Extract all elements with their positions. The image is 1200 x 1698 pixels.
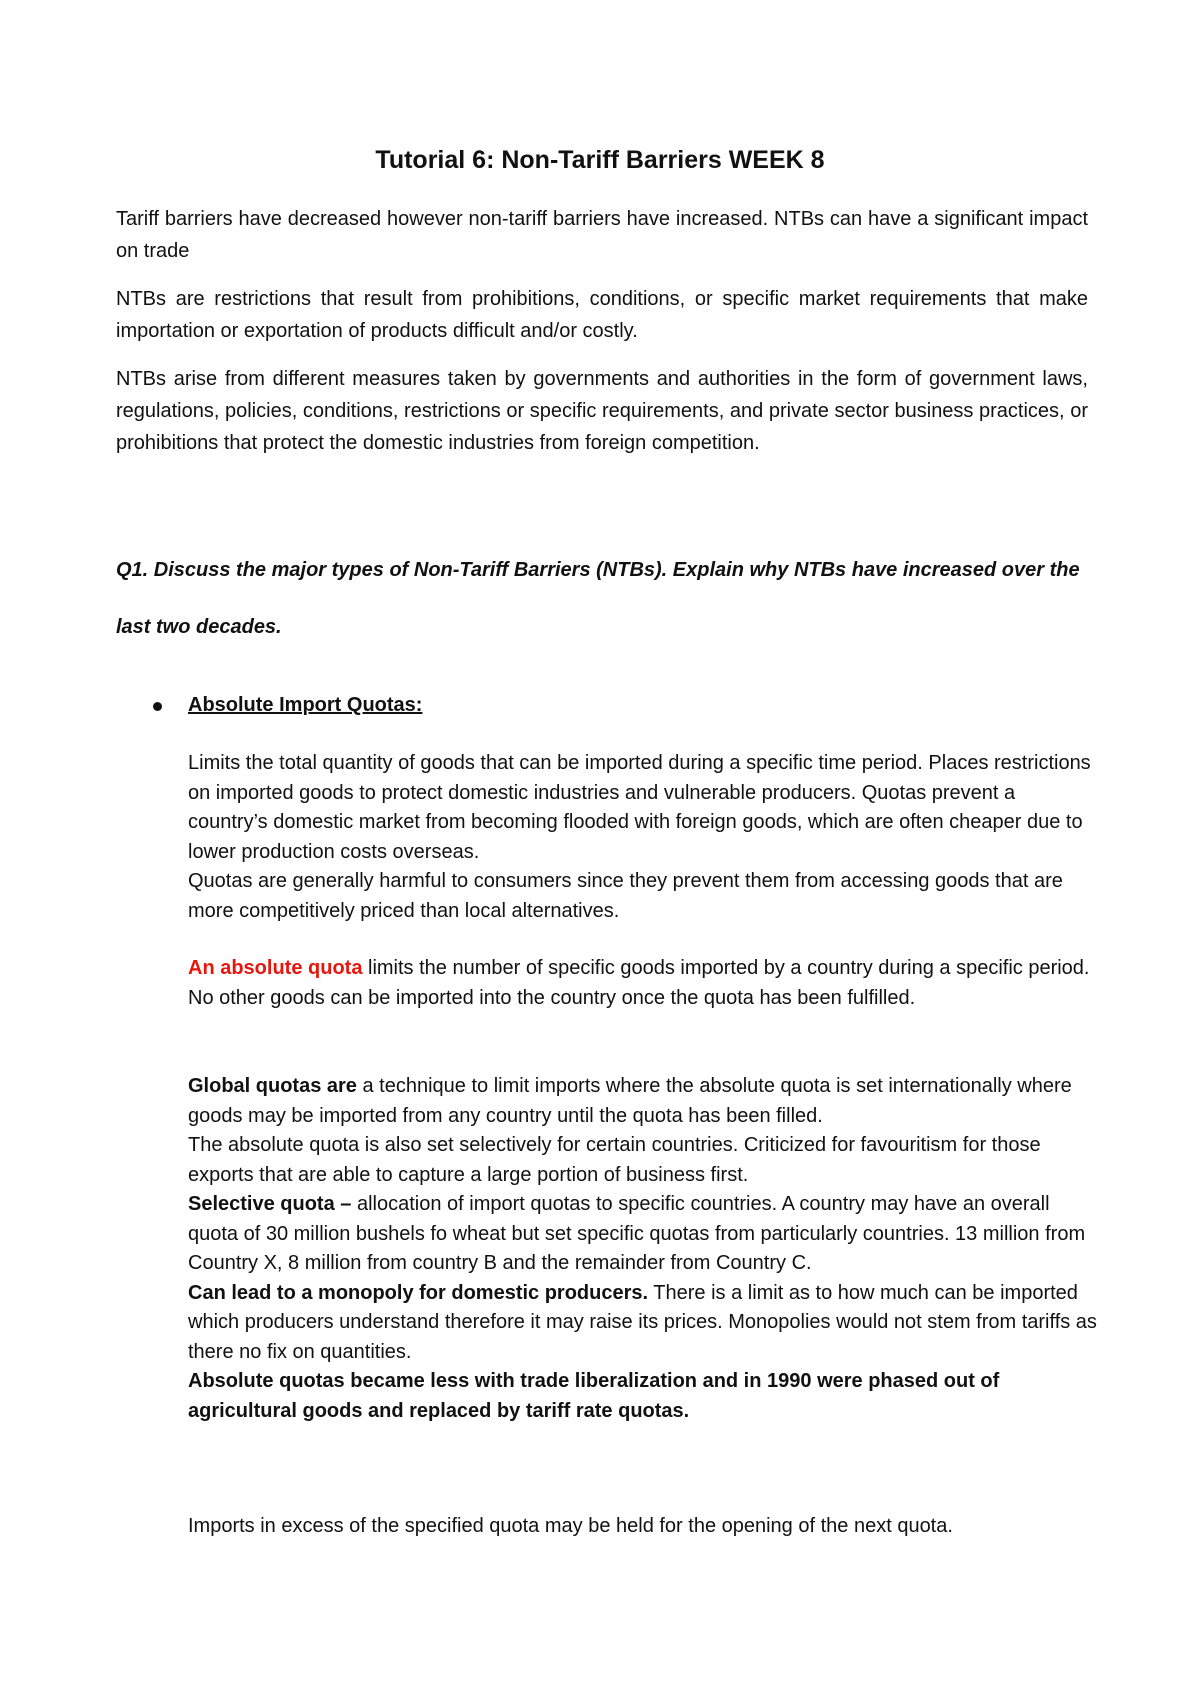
selective-quota-term: Selective quota – [188, 1193, 352, 1215]
section-heading: Absolute Import Quotas: [188, 694, 423, 716]
quota-definition-paragraph: Limits the total quantity of goods that can be imported during a specific time period. Places restrictions on imported goods to protect domestic industries and vulnerable producers. Quotas prevent a country’s domestic market from becoming flooded with foreign goods, which are often cheaper due to lower production costs overseas. [188, 752, 1091, 863]
question-1: Q1. Discuss the major types of Non-Tariff Barriers (NTBs). Explain why NTBs have increased over the last two decades. [116, 559, 1080, 638]
liberalization-paragraph: Absolute quotas became less with trade liberalization and in 1990 were phased out of agricultural goods and replaced by tariff rate quotas. [188, 1370, 1000, 1422]
intro-paragraph-3: NTBs arise from different measures taken by governments and authorities in the form of government laws, regulations, policies, conditions, restrictions or specific requirements, and private sector business practices, or prohibitions that protect the domestic industries from foreign competition. [116, 368, 1088, 454]
excess-paragraph-block [188, 1512, 1098, 1542]
monopoly-paragraph [188, 1279, 1098, 1368]
monopoly-text: There is a limit as to how much can be imported which producers understand therefore it may raise its prices. Monopolies would not stem from tariffs as there no fix on quantities. [188, 1281, 1097, 1363]
global-quota-text: a technique to limit imports where the absolute quota is set internationally where goods may be imported from any country until the quota has been filled. [188, 1075, 1072, 1127]
section-body-1 [188, 749, 1098, 926]
section-body-2 [188, 1072, 1098, 1426]
intro-paragraph-1: Tariff barriers have decreased however non-tariff barriers have increased. NTBs can have a significant impact on trade [116, 208, 1088, 262]
monopoly-term: Can lead to a monopoly for domestic producers. [188, 1281, 649, 1304]
bullet-icon [153, 702, 162, 711]
selective-quota-paragraph [188, 1190, 1098, 1279]
selective-quota-text: allocation of import quotas to specific countries. A country may have an overall quota of 30 million bushels fo wheat but set specific quotas from particularly countries. 13 million from Country X, 8 million from country B and the remainder from Country C. [188, 1193, 1086, 1274]
global-quota-paragraph [188, 1072, 1098, 1131]
absolute-quota-term: An absolute quota [188, 957, 363, 979]
document-title: Tutorial 6: Non-Tariff Barriers WEEK 8 [375, 146, 825, 174]
intro-paragraph-2: NTBs are restrictions that result from prohibitions, conditions, or specific market requirements that make importation or exportation of products difficult and/or costly. [116, 288, 1088, 342]
quota-harm-paragraph: Quotas are generally harmful to consumers since they prevent them from accessing goods that are more competitively priced than local alternatives. [188, 870, 1063, 922]
absolute-quota-paragraph [188, 954, 1098, 1013]
global-quota-term: Global quotas are [188, 1075, 357, 1097]
excess-paragraph: Imports in excess of the specified quota may be held for the opening of the next quota. [188, 1515, 953, 1537]
absolute-quota-text: limits the number of specific goods imported by a country during a specific period. No other goods can be imported into the country once the quota has been fulfilled. [188, 957, 1090, 1009]
selective-set-paragraph: The absolute quota is also set selectively for certain countries. Criticized for favouritism for those exports that are able to capture a large portion of business first. [188, 1134, 1041, 1186]
